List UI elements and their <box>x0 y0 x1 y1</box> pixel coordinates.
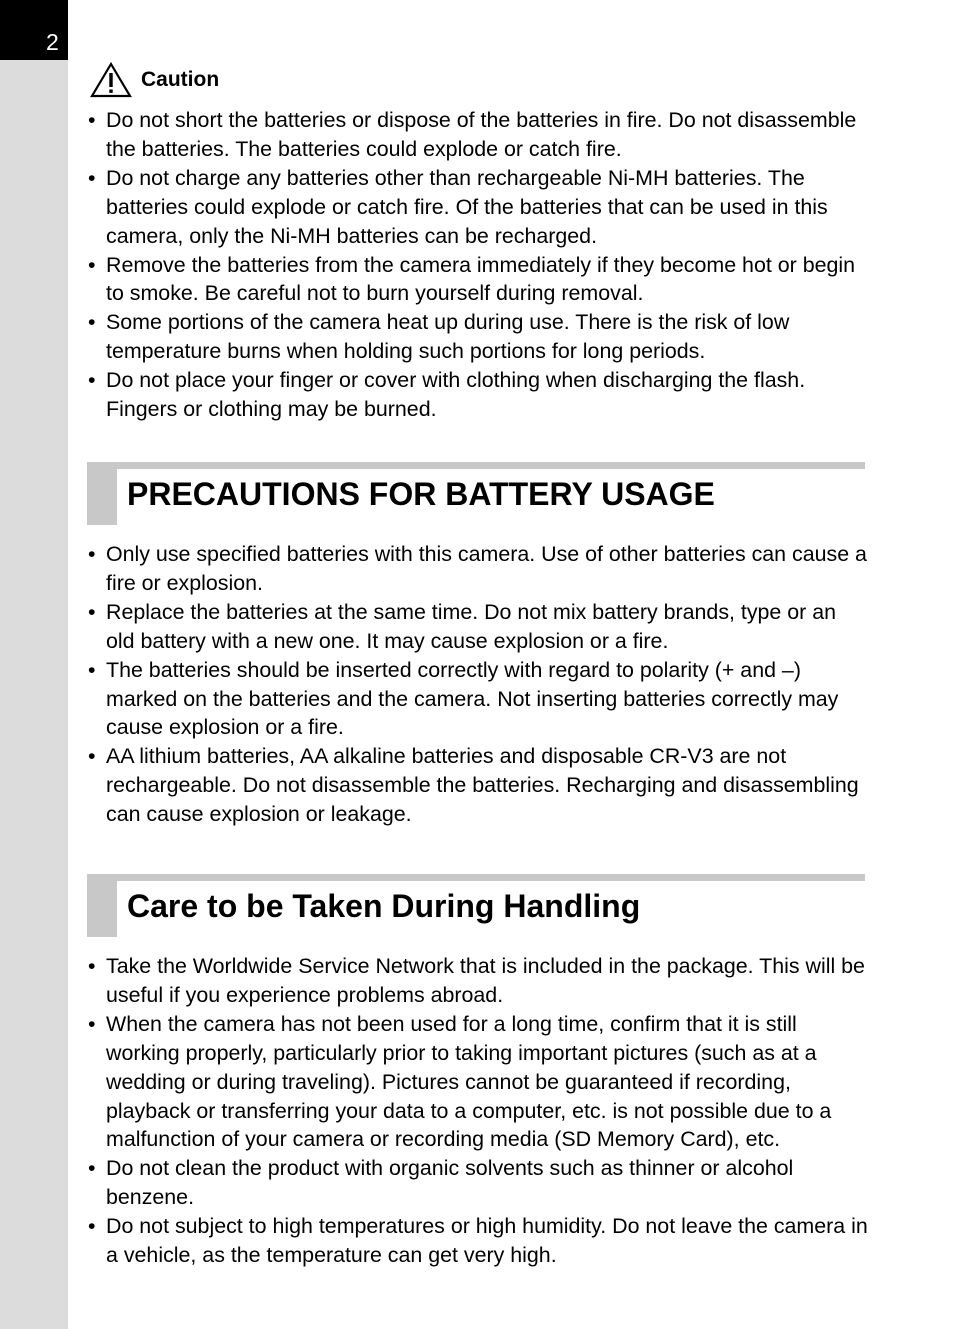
side-strip <box>0 0 68 1329</box>
caution-list <box>88 106 868 424</box>
heading-rule <box>87 462 865 469</box>
list-item: • Do not subject to high temperatures or high humidity. Do not leave the camera in a vehicle, as the temperature can get very high. <box>88 1212 868 1270</box>
handling-list <box>88 952 868 1270</box>
page-number: 2 <box>46 29 59 55</box>
heading-rule <box>87 874 865 881</box>
caution-header <box>89 60 219 100</box>
list-item: • Only use specified batteries with this camera. Use of other batteries can cause a fire or explosion. <box>88 540 868 598</box>
section-title: Care to be Taken During Handling <box>127 888 641 924</box>
list-item: • Do not place your finger or cover with clothing when discharging the flash. Fingers or clothing may be burned. <box>88 366 868 424</box>
list-item: • Replace the batteries at the same time. Do not mix battery brands, type or an old battery with a new one. It may cause explosion or a fire. <box>88 598 868 656</box>
heading-marker <box>87 874 117 937</box>
list-item: • Do not short the batteries or dispose of the batteries in fire. Do not disassemble the batteries. The batteries could explode or catch fire. <box>88 106 868 164</box>
battery-list <box>88 540 868 829</box>
list-item: • The batteries should be inserted correctly with regard to polarity (+ and –) marked on the batteries and the camera. Not inserting batteries correctly may cause explosion or a fire. <box>88 656 868 743</box>
list-item: • AA lithium batteries, AA alkaline batteries and disposable CR-V3 are not rechargeable. Do not disassemble the batteries. Recharging and disassembling can cause explosion or leakage. <box>88 742 868 829</box>
list-item: • Do not clean the product with organic solvents such as thinner or alcohol benzene. <box>88 1154 868 1212</box>
section-heading-handling <box>87 874 865 937</box>
list-item: • Do not charge any batteries other than rechargeable Ni-MH batteries. The batteries could explode or catch fire. Of the batteries that can be used in this camera, only the Ni-MH batteries can be recharged. <box>88 164 868 251</box>
section-heading-battery <box>87 462 865 525</box>
page-number-tab <box>0 0 68 60</box>
list-item: • Take the Worldwide Service Network that is included in the package. This will be useful if you experience problems abroad. <box>88 952 868 1010</box>
list-item: • When the camera has not been used for a long time, confirm that it is still working properly, particularly prior to taking important pictures (such as at a wedding or during traveling). Pictures cannot be guaranteed if recording, playback or transferring your data to a computer, etc. is not possible due to a malfunction of your camera or recording media (SD Memory Card), etc. <box>88 1010 868 1155</box>
list-item: • Some portions of the camera heat up during use. There is the risk of low temperature burns when holding such portions for long periods. <box>88 308 868 366</box>
heading-marker <box>87 462 117 525</box>
section-title: PRECAUTIONS FOR BATTERY USAGE <box>127 476 715 512</box>
list-item: • Remove the batteries from the camera immediately if they become hot or begin to smoke. Be careful not to burn yourself during removal. <box>88 251 868 309</box>
warning-triangle-icon <box>89 61 133 99</box>
caution-label: Caution <box>141 68 220 91</box>
